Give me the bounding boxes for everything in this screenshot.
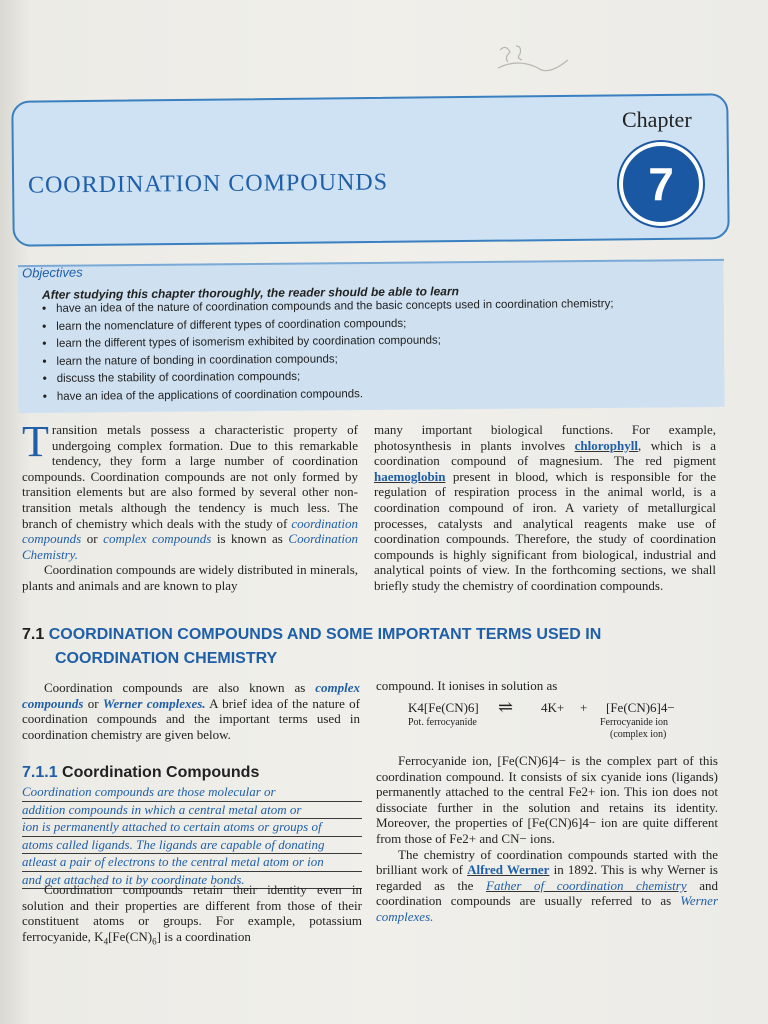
intro-left-column <box>22 417 358 594</box>
objectives-intro: After studying this chapter thoroughly, the reader should be able to learn <box>41 284 460 302</box>
term-werner-complexes: Werner complexes. <box>376 893 718 924</box>
subsection-formula: [Fe(CN) <box>108 928 153 944</box>
werner-text-c: and coordination compounds are usually referred to as <box>376 877 718 909</box>
intro-paragraph-2: Coordination compounds are widely distributed in minerals, plants and animals and are known to play <box>22 562 358 593</box>
subsection-text: Coordination compounds retain their identity even in solution and their properties are different from those of their constituent atoms or groups. For example, potassium ferrocyanide, K <box>22 882 362 944</box>
section-heading <box>22 623 722 671</box>
equilibrium-arrow-icon: ⇌ <box>498 697 514 717</box>
intro-right-column <box>374 422 716 594</box>
objective-item: • have an idea of the applications of coordination compounds. <box>43 386 615 408</box>
definition-line: and get attached to it by coordinate bonds. <box>22 872 362 890</box>
objective-item: • learn the different types of isomerism exhibited by coordination compounds; <box>42 333 614 355</box>
intro-text: ransition metals possess a characteristic property of undergoing complex formation. Due to this remarkable tendency, they form a large number of coordination compounds. Coordination compounds are not only formed by transition elements but are also formed by several other non-transition metals although the tendency is much less. The branch of chemistry which deals with the study of <box>22 422 358 531</box>
right-top-line: compound. It ionises in solution as <box>376 678 558 693</box>
equation-plus: + <box>580 700 588 715</box>
term-complex-compounds-bold: complex compounds <box>22 680 360 711</box>
definition-line: ion is permanently attached to certain atoms or groups of <box>22 819 362 837</box>
section-number: 7.1 <box>22 626 45 643</box>
section-text-or: or <box>83 695 103 711</box>
term-coordination-compounds: coordination compounds <box>22 515 358 547</box>
drop-cap: T <box>22 417 49 466</box>
objective-item: • discuss the stability of coordination compounds; <box>43 368 615 390</box>
right-text-c: present in blood, which is responsible for the regulation of respiration process in the animal world, is a coordination compound of iron. A variety of metallurgical processes, catalysts and analytical reagents make use of coordination compounds. Therefore, the study of coordination compounds is highly significant from biological, industrial and analytical points of view. In the forthcoming sections, we shall briefly study the chemistry of coordination compounds. <box>374 468 716 593</box>
term-complex-compounds: complex compounds <box>103 531 212 547</box>
label-complex-ion: (complex ion) <box>610 729 667 740</box>
equation-middle: 4K+ <box>541 700 565 715</box>
equation-right: [Fe(CN)6]4− <box>606 700 675 715</box>
right-paragraphs <box>376 753 718 925</box>
equation-left: K4[Fe(CN)6] <box>408 700 479 715</box>
definition-line: addition compounds in which a central metal atom or <box>22 802 362 820</box>
term-alfred-werner: Alfred Werner <box>467 862 550 878</box>
term-coordination-chemistry: Coordination Chemistry. <box>22 531 358 562</box>
section-title-line2: COORDINATION CHEMISTRY <box>55 650 278 667</box>
term-chlorophyll: chlorophyll <box>574 437 638 453</box>
definition-line: atoms called ligands. The ligands are capable of donating <box>22 837 362 855</box>
term-father-coordination-chemistry: Father of coordination chemistry <box>486 877 687 893</box>
objective-item: • learn the nomenclature of different types of coordination compounds; <box>42 316 614 338</box>
definition-line: Coordination compounds are those molecular or <box>22 784 362 802</box>
subsection-text-end: ] is a coordination <box>156 928 251 944</box>
right-text: many important biological functions. For example, photosynthesis in plants involves <box>374 422 716 453</box>
section-text-b: A brief idea of the nature of coordination compounds and the important terms used in coordination chemistry are given below. <box>22 695 360 742</box>
objective-item: • learn the nature of bonding in coordination compounds; <box>42 351 614 373</box>
section-left-paragraph <box>22 680 360 742</box>
term-haemoglobin: haemoglobin <box>374 468 446 484</box>
objective-item: • have an idea of the nature of coordination compounds and the basic concepts used in coordination chemistry; <box>42 298 614 320</box>
subsection-number: 7.1.1 <box>22 764 58 781</box>
ferrocyanide-paragraph: Ferrocyanide ion, [Fe(CN)6]4− is the complex part of this coordination compound. It consists of six cyanide ions (ligands) permanently attached to the central Fe2+ ion. This ion does not dissociate further in the solution and retains its identity. Moreover, the properties of [Fe(CN)6]4− ion are quite different from those of Fe2+ and CN− ions. <box>376 753 718 846</box>
intro-text-known: is known as <box>211 531 289 547</box>
subsection-heading <box>22 764 259 782</box>
chapter-title: COORDINATION COMPOUNDS <box>27 169 389 199</box>
right-text-b: , which is a coordination compound of magnesium. The red pigment <box>374 437 716 469</box>
section-text: Coordination compounds are also known as <box>44 680 316 695</box>
definition-block <box>22 784 362 889</box>
subsection-title: Coordination Compounds <box>62 764 260 781</box>
term-werner-complexes-bold: Werner complexes. <box>102 695 206 711</box>
intro-text-or: or <box>81 531 104 547</box>
werner-text-b: in 1892. This is why Werner is regarded as the <box>376 862 718 893</box>
chapter-label: Chapter <box>622 107 692 132</box>
subsection-paragraph: Coordination compounds retain their identity even in solution and their properties are different from those of their constituent atoms or groups. For example, potassium ferrocyanide, $K_4[Fe(CN)_6]$ is a coordination <box>22 882 362 947</box>
werner-text: The chemistry of coordination compounds started with the brilliant work of <box>376 846 718 878</box>
definition-line: atleast a pair of electrons to the central metal atom or ion <box>22 854 362 872</box>
section-title-line1: COORDINATION COMPOUNDS AND SOME IMPORTANT TERMS USED IN <box>48 626 602 643</box>
objectives-title: Objectives <box>21 264 83 281</box>
label-ferrocyanide-ion: Ferrocyanide ion <box>600 717 669 728</box>
pencil-scribble-icon <box>480 38 580 98</box>
chapter-number-badge: 7 <box>619 142 703 226</box>
objectives-list <box>42 298 614 408</box>
label-pot-ferrocyanide: Pot. ferrocyanide <box>408 717 477 728</box>
